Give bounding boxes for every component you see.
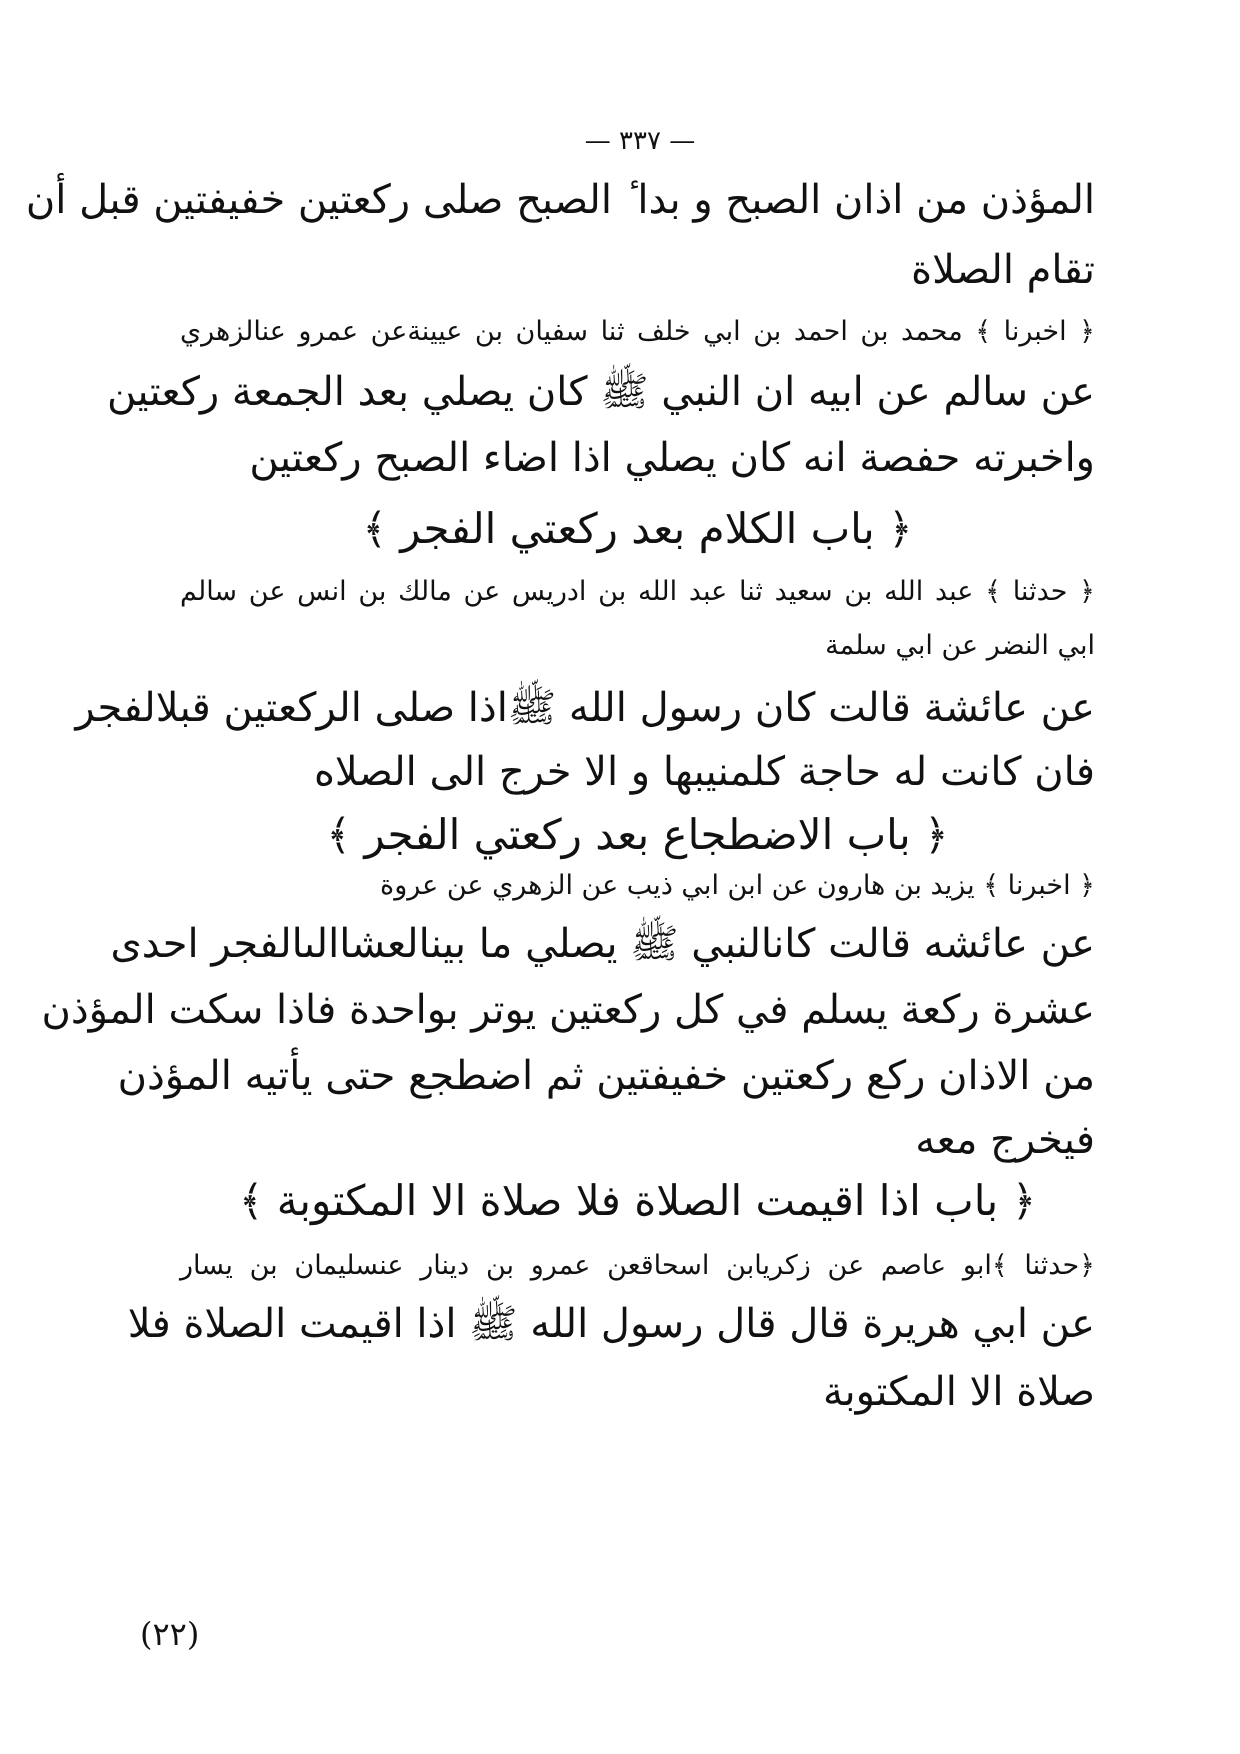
text-line: فيخرج معه [915, 1117, 1095, 1163]
text-line: عن ابي هريرة قال قال رسول الله ﷺ اذا اقيمت الصلاة فلا [127, 1301, 1095, 1347]
text-line: واخبرته حفصة انه كان يصلي اذا اضاء الصبح ركعتين [249, 435, 1095, 481]
text-line: فان كانت له حاجة كلمنيبها و الا خرج الى الصلاه [313, 749, 1095, 795]
chapter-heading: ﴿ باب اذا اقيمت الصلاة فلا صلاة الا المكتوبة ﴾ [238, 1176, 1037, 1225]
isnad-line: ﴿حدثنا ﴾ابو عاصم عن زكريابن اسحاقعن عمرو بن دينار عنسليمان بن يسار [180, 1250, 1095, 1281]
text-line: عن عائشه قالت كانالنبي ﷺ يصلي ما بينالعشاالىالفجر احدى [110, 921, 1095, 967]
text-line: عن سالم عن ابيه ان النبي ﷺ كان يصلي بعد الجمعة ركعتين [106, 369, 1095, 415]
text-line: تقام الصلاة [911, 247, 1095, 293]
footer-number: (٢٢) [140, 1615, 200, 1653]
chapter-heading: ﴿ باب الكلام بعد ركعتي الفجر ﴾ [362, 504, 913, 553]
text-line: من الاذان ركع ركعتين خفيفتين ثم اضطجع حتى يأتيه المؤذن [117, 1053, 1095, 1099]
isnad-line: ﴿ اخبرنا ﴾ يزيد بن هارون عن ابن ابي ذيب عن الزهري عن عروة [380, 870, 1095, 901]
isnad-line: ﴿ حدثنا ﴾ عبد الله بن سعيد ثنا عبد الله بن ادريس عن مالك بن انس عن سالم [180, 576, 1095, 607]
text-line: عشرة ركعة يسلم في كل ركعتين يوتر بواحدة فاذا سكت المؤذن [41, 987, 1095, 1033]
text-line: عن عائشة قالت كان رسول الله ﷺاذا صلى الركعتين قبلالفجر [75, 685, 1095, 731]
chapter-heading: ﴿ باب الاضطجاع بعد ركعتي الفجر ﴾ [326, 810, 949, 859]
isnad-line: ﴿ اخبرنا ﴾ محمد بن احمد بن ابي خلف ثنا سفيان بن عيينةعن عمرو عنالزهري [180, 316, 1095, 347]
isnad-line: ابي النضر عن ابي سلمة [825, 630, 1095, 661]
text-line: المؤذن من اذان الصبح و بدا ٔ الصبح صلى ركعتين خفيفتين قبل أن [25, 177, 1095, 223]
text-line: صلاة الا المكتوبة [823, 1369, 1095, 1415]
page-number: — ٣٣٧ — [584, 126, 696, 156]
